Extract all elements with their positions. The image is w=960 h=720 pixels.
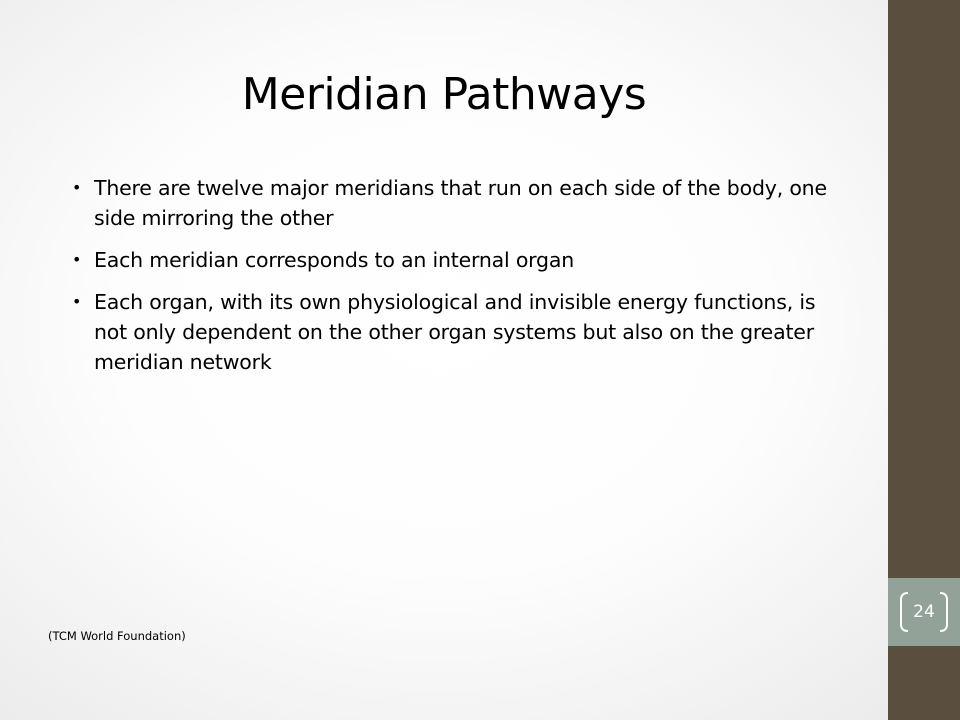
citation: (TCM World Foundation): [48, 629, 186, 643]
right-bracket-icon: [940, 592, 948, 632]
slide-title: Meridian Pathways: [241, 69, 647, 120]
bullet-list: [72, 173, 832, 389]
bullet-item: [72, 173, 832, 233]
bullet-point-icon: •: [72, 178, 82, 197]
page-number: 24: [913, 602, 935, 622]
bullet-text: Each organ, with its own physiological and invisible energy functions, is not only dependent on the other organ systems but also on the greater meridian network: [94, 290, 816, 374]
left-bracket-icon: [900, 592, 908, 632]
bullet-item: [72, 245, 832, 275]
bullet-point-icon: •: [72, 292, 82, 311]
page-number-tab: [888, 578, 960, 646]
bullet-point-icon: •: [72, 250, 82, 269]
bullet-item: [72, 287, 832, 377]
bullet-text: Each meridian corresponds to an internal organ: [94, 248, 575, 272]
bullet-text: There are twelve major meridians that run on each side of the body, one side mirroring the other: [94, 176, 827, 230]
